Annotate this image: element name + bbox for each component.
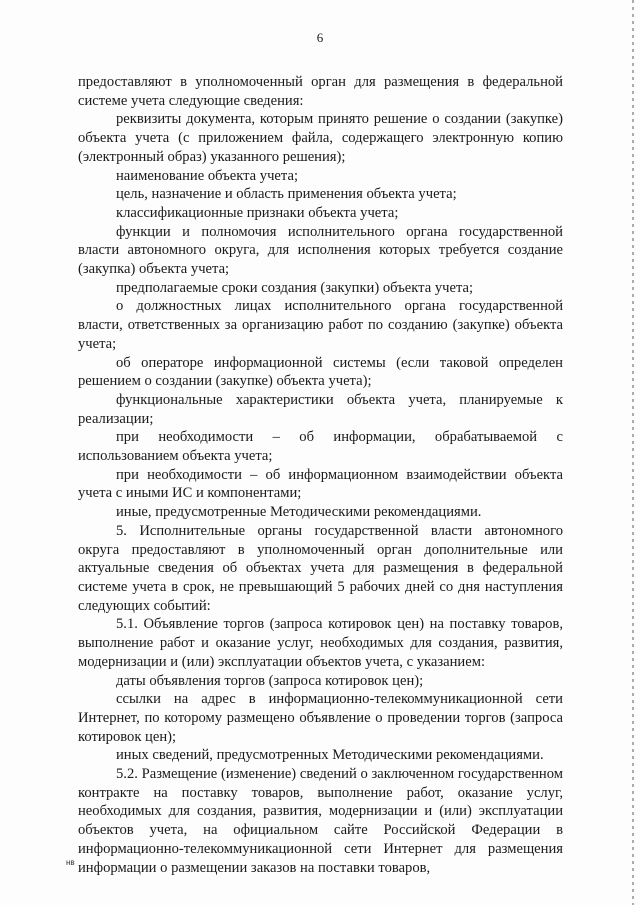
paragraph: функциональные характеристики объекта учета, планируемые к реализации;	[78, 391, 563, 427]
paragraph: иные, предусмотренные Методическими рекомендациями.	[116, 504, 482, 521]
scan-edge-artifact	[632, 0, 634, 905]
paragraph: при необходимости – об информации, обрабатываемой с использованием объекта учета;	[78, 429, 563, 465]
paragraph: предоставляют в уполномоченный орган для размещения в федеральной системе учета следующие сведения:	[78, 74, 563, 109]
paragraph: ссылки на адрес в информационно-телекоммуникационной сети Интернет, по которому размещено объявление о проведении торгов (запроса котировок цен);	[78, 691, 563, 745]
paragraph: 5.1. Объявление торгов (запроса котировок цен) на поставку товаров, выполнение работ и оказание услуг, необходимых для создания, развития, модернизации и (или) эксплуатации объектов учета, с указанием:	[78, 616, 563, 670]
paragraph: 5.2. Размещение (изменение) сведений о заключенном государственном контракте на поставку товаров, выполнение работ, оказание услуг, необходимых для создания, развития, модернизации и (или) эксплуатации объектов учета, на официальном сайте Российской Федерации в информационно-телекоммуникационной сети Интернет для размещения информации о размещении заказов на поставки товаров,	[78, 766, 563, 876]
paragraph: классификационные признаки объекта учета;	[116, 204, 399, 221]
paragraph: функции и полномочия исполнительного органа государственной власти автономного округа, для исполнения которых требуется создание (закупка) объекта учета;	[78, 223, 563, 278]
paragraph: реквизиты документа, которым принято решение о создании (закупке) объекта учета (с приложением файла, содержащего электронную копию (электронный образ) указанного решения);	[78, 111, 563, 165]
paragraph: о должностных лицах исполнительного органа государственной власти, ответственных за организацию работ по созданию (закупке) объекта учета;	[78, 298, 563, 352]
paragraph: предполагаемые сроки создания (закупки) объекта учета;	[116, 279, 474, 296]
paragraph: 5. Исполнительные органы государственной власти автономного округа предоставляют в уполномоченный орган дополнительные или актуальные сведения об объектах учета для размещения в федеральной системе учета в срок, не превышающий 5 рабочих дней со дня наступления следующих событий:	[78, 522, 563, 614]
document-body	[78, 73, 563, 877]
paragraph: наименование объекта учета;	[116, 167, 299, 184]
paragraph: иных сведений, предусмотренных Методическими рекомендациями.	[116, 747, 544, 764]
paragraph: при необходимости – об информационном взаимодействии объекта учета с иными ИС и компонентами;	[78, 466, 563, 502]
page-number: 6	[316, 30, 324, 45]
footer-mark: нв	[66, 858, 75, 867]
paragraph: об операторе информационной системы (если таковой определен решением о создании (закупке) объекта учета);	[78, 354, 563, 390]
paragraph: цель, назначение и область применения объекта учета;	[116, 186, 457, 203]
paragraph: даты объявления торгов (запроса котировок цен);	[116, 672, 424, 689]
